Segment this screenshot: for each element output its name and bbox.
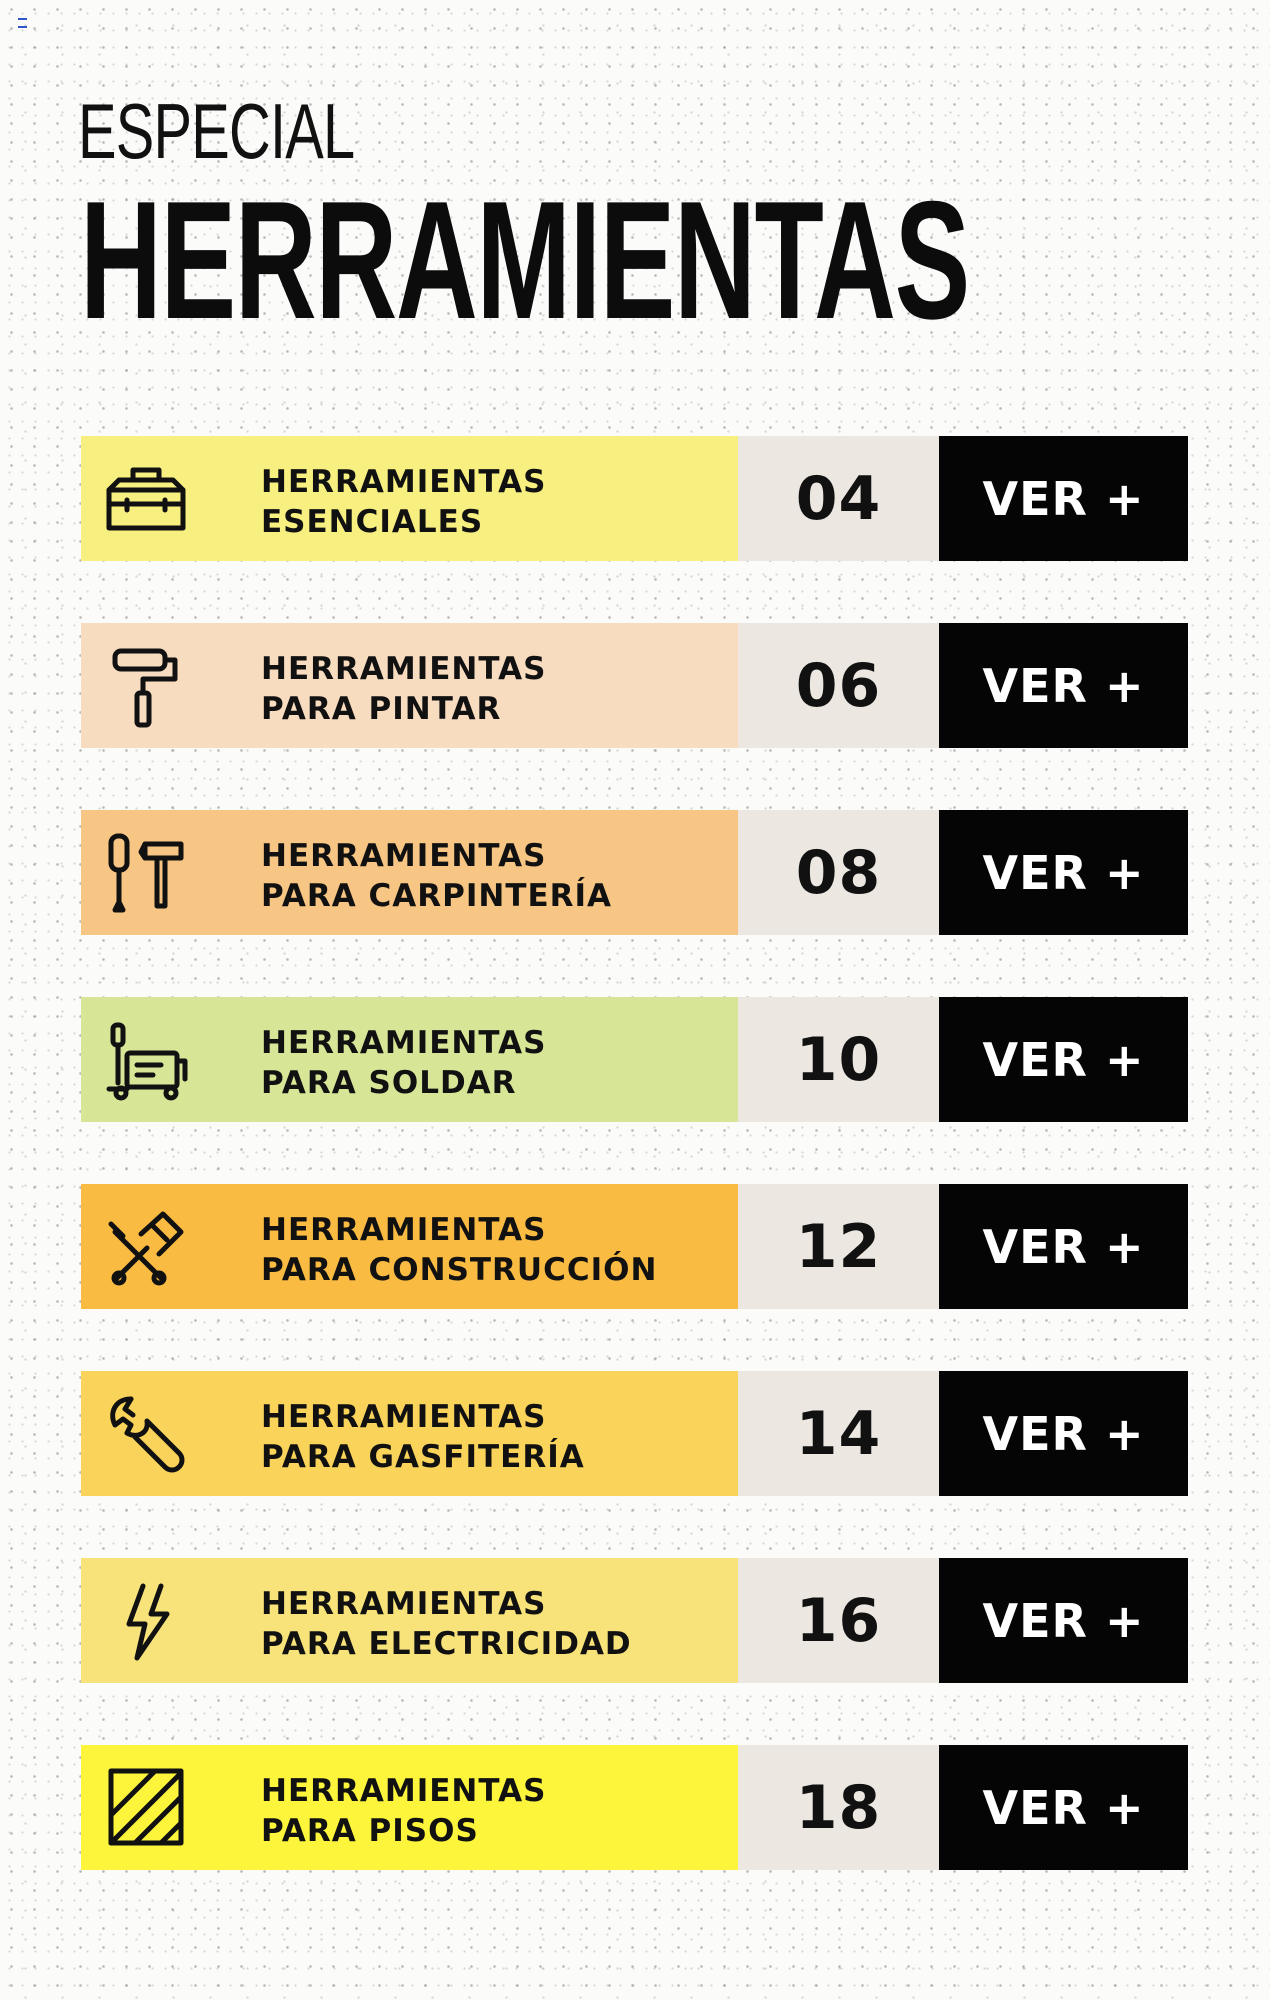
category-label-line1: HERRAMIENTAS: [261, 1025, 547, 1061]
ver-mas-button[interactable]: VER +: [939, 436, 1188, 561]
category-label: [261, 1397, 585, 1477]
ver-mas-button[interactable]: VER +: [939, 1371, 1188, 1496]
category-label-block: [81, 997, 738, 1122]
category-label-line2: PARA ELECTRICIDAD: [261, 1626, 632, 1662]
page-number: 10: [738, 997, 939, 1122]
ver-mas-button[interactable]: VER +: [939, 1745, 1188, 1870]
welding-machine-icon: [101, 1017, 191, 1103]
category-label-block: [81, 1745, 738, 1870]
category-label-block: [81, 623, 738, 748]
category-label: [261, 1023, 546, 1103]
ver-mas-button[interactable]: VER +: [939, 997, 1188, 1122]
page-number: 08: [738, 810, 939, 935]
screwdriver-hammer-icon: [101, 830, 191, 916]
lightning-bolt-icon: [101, 1578, 191, 1664]
construction-tools-icon: [101, 1204, 191, 1290]
category-label-line1: HERRAMIENTAS: [261, 838, 547, 874]
category-label: [261, 1584, 632, 1664]
category-row-pisos: [81, 1745, 1188, 1870]
category-label-line2: ESENCIALES: [261, 504, 484, 540]
category-label-block: [81, 1371, 738, 1496]
category-label: [261, 649, 546, 729]
page-number: 06: [738, 623, 939, 748]
category-label-line1: HERRAMIENTAS: [261, 464, 547, 500]
toolbox-icon: [101, 456, 191, 542]
category-label-line2: PARA CARPINTERÍA: [261, 878, 613, 914]
category-label-block: [81, 436, 738, 561]
page-number: 16: [738, 1558, 939, 1683]
category-row-construccion: [81, 1184, 1188, 1309]
category-label-line2: PARA GASFITERÍA: [261, 1439, 585, 1475]
category-row-electricidad: [81, 1558, 1188, 1683]
corner-mark: [18, 18, 27, 28]
category-label: [261, 1210, 657, 1290]
category-row-soldar: [81, 997, 1188, 1122]
category-label: [261, 836, 612, 916]
category-label-line1: HERRAMIENTAS: [261, 1399, 547, 1435]
category-label-block: [81, 810, 738, 935]
floor-tile-icon: [101, 1765, 191, 1851]
ver-mas-button[interactable]: VER +: [939, 1558, 1188, 1683]
category-row-esenciales: [81, 436, 1188, 561]
category-label-line2: PARA CONSTRUCCIÓN: [261, 1252, 658, 1288]
wrench-icon: [101, 1391, 191, 1477]
page-pretitle: ESPECIAL: [78, 87, 355, 175]
category-row-gasfiteria: [81, 1371, 1188, 1496]
page-number: 14: [738, 1371, 939, 1496]
category-label-line1: HERRAMIENTAS: [261, 1212, 547, 1248]
category-label-line2: PARA PINTAR: [261, 691, 502, 727]
category-row-carpinteria: [81, 810, 1188, 935]
category-label-line2: PARA PISOS: [261, 1813, 479, 1849]
page-number: 12: [738, 1184, 939, 1309]
category-label-block: [81, 1184, 738, 1309]
category-label-block: [81, 1558, 738, 1683]
category-label: [261, 1771, 546, 1851]
ver-mas-button[interactable]: VER +: [939, 810, 1188, 935]
category-label-line1: HERRAMIENTAS: [261, 651, 547, 687]
category-label-line1: HERRAMIENTAS: [261, 1773, 547, 1809]
page-number: 04: [738, 436, 939, 561]
ver-mas-button[interactable]: VER +: [939, 623, 1188, 748]
category-label-line1: HERRAMIENTAS: [261, 1586, 547, 1622]
paint-roller-icon: [101, 643, 191, 729]
page-title: HERRAMIENTAS: [80, 166, 969, 354]
category-row-pintar: [81, 623, 1188, 748]
page-number: 18: [738, 1745, 939, 1870]
category-label-line2: PARA SOLDAR: [261, 1065, 517, 1101]
category-label: [261, 462, 546, 542]
ver-mas-button[interactable]: VER +: [939, 1184, 1188, 1309]
